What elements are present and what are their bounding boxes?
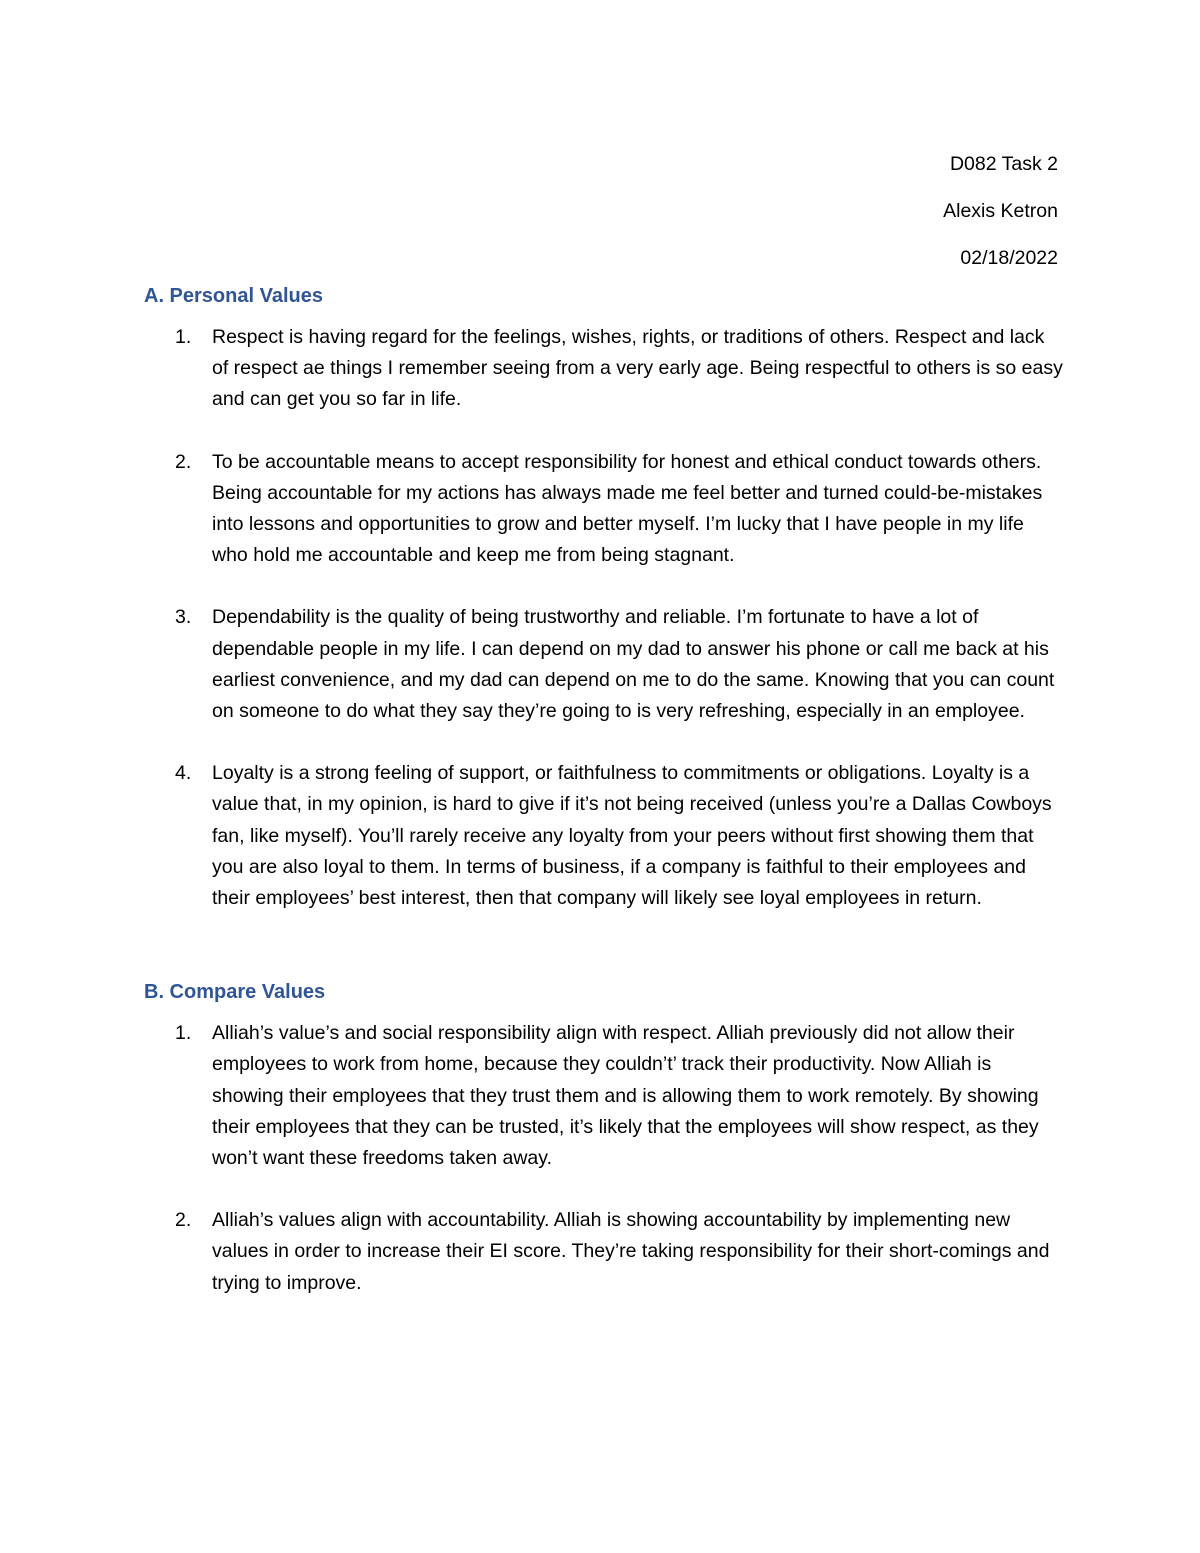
list-item-number: 2.: [175, 450, 192, 473]
list-item-number: 4.: [175, 762, 192, 785]
compare-values-list: [144, 1018, 1064, 1299]
list-item-text: Loyalty is a strong feeling of support, or faithfulness to commitments or obligations. Loyalty is a value that, in my opinion, is hard to give if it’s not being received (unless you’re a Dallas Cowboys fan, like myself). You’ll rarely receive any loyalty from your peers without first showing them that you are also loyal to them. In terms of business, if a company is faithful to their employees and their employees’ best interest, then that company will likely see loyal employees in return.: [212, 762, 1052, 910]
list-item: [144, 447, 1064, 572]
section-spacer: [144, 945, 1064, 974]
personal-values-list: [144, 322, 1064, 914]
section-heading-compare-values: B. Compare Values: [144, 981, 326, 1004]
list-item: [144, 602, 1064, 727]
document-header: [943, 141, 1058, 282]
author-name: Alexis Ketron: [943, 200, 1058, 222]
list-item: [144, 1205, 1064, 1299]
list-item-text: To be accountable means to accept responsibility for honest and ethical conduct towards others. Being accountable for my actions has always made me feel better and turned could-be-mistakes into lessons and opportunities to grow and better myself. I’m lucky that I have people in my life who hold me accountable and keep me from being stagnant.: [212, 450, 1043, 567]
list-item-number: 3.: [175, 606, 192, 629]
course-code: D082 Task 2: [949, 153, 1058, 175]
document-date: 02/18/2022: [960, 247, 1058, 269]
list-item: [144, 758, 1064, 914]
list-item-text: Dependability is the quality of being trustworthy and reliable. I’m fortunate to have a lot of dependable people in my life. I can depend on my dad to answer his phone or call me back at his earliest convenience, and my dad can depend on me to do the same. Knowing that you can count on someone to do what they say they’re going to is very refreshing, especially in an employee.: [212, 606, 1055, 723]
list-item-text: Respect is having regard for the feelings, wishes, rights, or traditions of others. Respect and lack of respect ae things I remember seeing from a very early age. Being respectful to others is so easy and can get you so far in life.: [212, 326, 1063, 411]
list-item-number: 1.: [175, 1022, 192, 1045]
list-item-text: Alliah’s value’s and social responsibility align with respect. Alliah previously did not allow their employees to work from home, because they couldn’t’ track their productivity. Now Alliah is showing their employees that they trust them and is allowing them to work remotely. By showing their employees that they can be trusted, it’s likely that the employees will show respect, as they won’t want these freedoms taken away.: [212, 1022, 1039, 1170]
list-item: [144, 322, 1064, 416]
list-item-text: Alliah’s values align with accountability. Alliah is showing accountability by implementing new values in order to increase their EI score. They’re taking responsibility for their short-comings and trying to improve.: [212, 1209, 1050, 1294]
list-item-number: 2.: [175, 1209, 192, 1232]
list-item: [144, 1018, 1064, 1174]
section-heading-personal-values: A. Personal Values: [144, 285, 323, 307]
document-body: [144, 278, 1064, 1330]
list-item-number: 1.: [175, 326, 192, 348]
